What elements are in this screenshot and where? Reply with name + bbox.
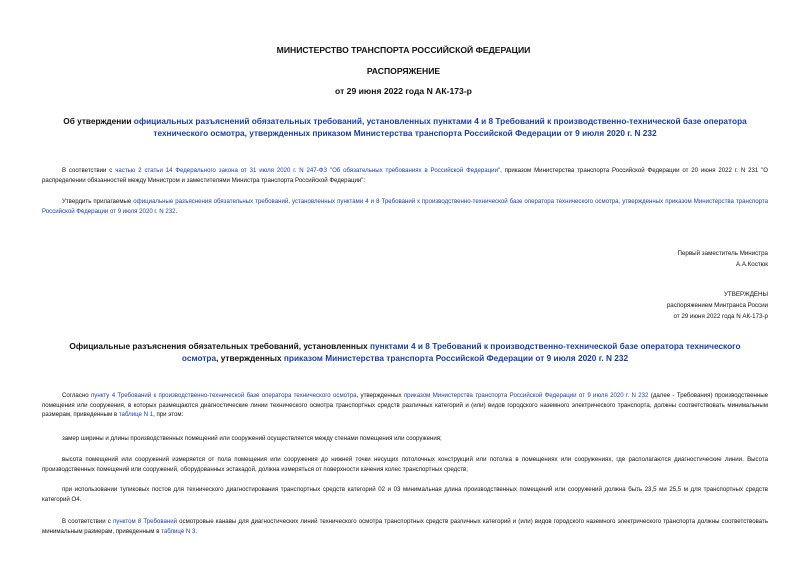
document-title — [55, 116, 755, 139]
preamble-paragraph — [42, 166, 768, 185]
approve-text-1: Утвердить прилагаемые — [62, 198, 134, 205]
preamble-text-1: В соответствии с — [62, 167, 116, 174]
approve-paragraph — [42, 197, 768, 216]
ministry-heading: МИНИСТЕРСТВО ТРАНСПОРТА РОССИЙСКОЙ ФЕДЕРАЦИИ — [276, 45, 531, 55]
paragraph-5 — [42, 517, 768, 536]
paragraph-3: высота помещений или сооружений измеряется от пола помещения или сооружения до нижней точки несущих потолочных конструкций или потолка в помещениях или сооружениях, где располагаются диагностические линии. Высота производственных помещений или сооружений, оборудованных эстакадой, должна измеряться от поверхности качения колес транспортных средств; — [42, 456, 768, 473]
approve-text-2: . — [175, 207, 178, 215]
approved-by: распоряжением Минтранса России — [666, 302, 768, 309]
p1-text-2: , утвержденных — [356, 392, 404, 399]
expl-link-2[interactable]: приказом Министерства транспорта Российской Федерации от 9 июля 2020 г. N 232 — [283, 352, 629, 363]
signatory-position: Первый заместитель Министра — [677, 250, 768, 257]
signatory-block — [678, 248, 768, 270]
p1-link-1[interactable]: пункту 4 Требований к производственно-технической базе оператора технического осмотра — [90, 392, 357, 399]
p5-table-link[interactable]: таблице N 3 — [161, 527, 196, 535]
p5-text-1: В соответствии с — [62, 518, 113, 525]
p5-text-3: . — [195, 527, 198, 535]
signatory-name: А.А.Костюк — [735, 261, 768, 268]
title-text: Об утверждении — [63, 116, 134, 126]
p1-link-2[interactable]: приказом Министерства транспорта Российской Федерации от 9 июля 2020 г. N 232 — [403, 392, 649, 399]
p1-text-3: (далее - Требования) производственные помещения или сооружения, в которых размещаются диагностические линии технического осмотра транспортных средств различных категорий и (или) видов городского наземного электрического транспорта, должны соответствовать минимальным размерам, приведенным в — [42, 392, 768, 419]
p1-text-1: Согласно — [62, 392, 91, 399]
preamble-text-2: , приказом Министерства транспорта Российской Федерации от 20 июня 2022 г. N 231 "О распределении обязанностей между Министром и заместителями Министра транспорта Российской Федерации": — [42, 167, 769, 184]
p1-text-4: , при этом: — [153, 411, 184, 419]
approved-date: от 29 июня 2022 года N АК-173-р — [673, 313, 768, 320]
document-date-number: от 29 июня 2022 года N АК-173-р — [335, 86, 472, 96]
preamble-law-link[interactable]: частью 2 статьи 14 Федерального закона от 31 июля 2020 г. N 247-ФЗ "Об обязательных требованиях в Российской Федерации" — [115, 167, 501, 174]
paragraph-4: при использовании тупиковых постов для технического диагностирования транспортных средств категорий 02 и 03 минимальная длина производственных помещений или сооружений должна быть 23,5 ми 25,5 м для транспортных средств категорий О4. — [42, 486, 768, 503]
title-link[interactable]: официальных разъяснений обязательных требований, установленных пунктами 4 и 8 Требований к производственно-технической базе оператора технического осмотра, утвержденных приказом Министерства транспорта Российской Федерации от 9 июля 2020 г. N 232 — [133, 116, 747, 138]
approved-label: УТВЕРЖДЕНЫ — [724, 291, 768, 298]
expl-text-1: Официальные разъяснения обязательных требований, установленных — [69, 341, 370, 351]
paragraph-1 — [42, 391, 768, 420]
p1-table-link[interactable]: таблице N 1 — [118, 411, 154, 419]
approval-stamp — [667, 289, 768, 322]
explanations-title — [55, 341, 755, 364]
expl-link-1[interactable]: пунктами 4 и 8 Требований к производственно-технической базе оператора технического осмотра — [181, 341, 741, 363]
expl-text-2: , утвержденных — [216, 352, 284, 363]
p5-link-1[interactable]: пунктом 8 Требований — [112, 518, 178, 525]
paragraph-2: замер ширины и длины производственных помещений или сооружений осуществляется между стенами помещения или сооружения; — [62, 435, 442, 442]
p5-text-2: осмотровые канавы для диагностических линий технического осмотра транспортных средств различных категорий и (или) видов городского наземного электрического транспорта должны соответствовать минимальным размерам, приведенным в — [42, 518, 769, 535]
document-type: РАСПОРЯЖЕНИЕ — [366, 66, 441, 76]
approve-link[interactable]: официальные разъяснения обязательных требований, установленных пунктами 4 и 8 Требований к производственно-технической базе оператора технического осмотра, утвержденных приказом Министерства транспорта Российской Федерации от 9 июля 2020 г. N 232 — [42, 198, 768, 215]
